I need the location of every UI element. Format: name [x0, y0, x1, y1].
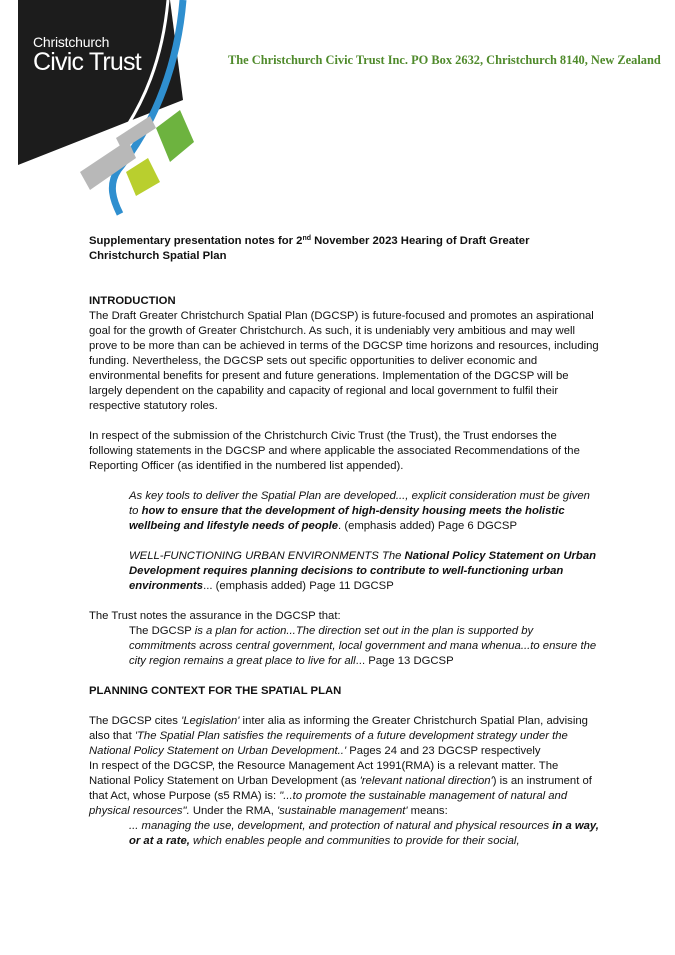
trust-notes-label: The Trust notes the assurance in the DGCSP that:: [89, 610, 341, 622]
header-address: The Christchurch Civic Trust Inc. PO Box 2632, Christchurch 8140, New Zealand: [228, 53, 661, 67]
quote-1: As key tools to deliver the Spatial Plan are developed..., explicit consideration must be given to how to ensure that the development of high-density housing meets the holistic wellbeing and lifestyle needs of people. (emphasis added) Page 6 DGCSP: [129, 490, 590, 532]
rma-quote: ... managing the use, development, and protection of natural and physical resources in a way, or at a rate, which enables people and communities to provide for their social,: [129, 820, 599, 847]
logo-graphic: [18, 0, 198, 220]
planning-context-heading: PLANNING CONTEXT FOR THE SPATIAL PLAN: [89, 685, 342, 697]
introduction-heading: INTRODUCTION: [89, 295, 176, 307]
planning-paragraph-1: The DGCSP cites 'Legislation' inter alia as informing the Greater Christchurch Spatial Plan, advising also that 'The Spatial Plan satisfies the requirements of a future development strategy under the National Policy Statement on Urban Development..' Pages 24 and 23 DGCSP respectively: [89, 715, 588, 757]
logo-text-line1: Christchurch: [33, 34, 110, 50]
quote-3: The DGCSP is a plan for action...The direction set out in the plan is supported by commitments across central government, local government and mana whenua...to ensure the city region remains a great place to live for all... Page 13 DGCSP: [129, 625, 597, 667]
introduction-paragraph-2: In respect of the submission of the Christchurch Civic Trust (the Trust), the Trust endorses the following statements in the DGCSP and where applicable the associated Recommendations of the Reporting Officer (as identified in the numbered list appended).: [89, 430, 580, 472]
document-title: Supplementary presentation notes for 2nd November 2023 Hearing of Draft Greater Christchurch Spatial Plan: [89, 235, 530, 262]
introduction-paragraph-1: The Draft Greater Christchurch Spatial Plan (DGCSP) is future-focused and promotes an aspirational goal for the growth of Greater Christchurch. As such, it is undeniably very ambitious and may well prove to be more than can be achieved in terms of the DGCSP time horizons and resources, including funding. Nevertheless, the DGCSP sets out specific opportunities to deliver economic and environmental benefits for present and future generations. Implementation of the DGCSP will be largely dependent on the capability and capacity of regional and local government to fulfil their respective statutory roles.: [89, 310, 599, 412]
logo-text-line2: Civic Trust: [33, 48, 141, 76]
planning-paragraph-2: In respect of the DGCSP, the Resource Management Act 1991(RMA) is a relevant matter. The National Policy Statement on Urban Development (as 'relevant national direction') is an instrument of that Act, whose Purpose (s5 RMA) is: "...to promote the sustainable management of natural and physical resources". Under the RMA, 'sustainable management' means:: [89, 760, 592, 817]
civic-trust-logo: [18, 0, 198, 220]
document-body: [89, 234, 601, 849]
quote-2: WELL-FUNCTIONING URBAN ENVIRONMENTS The National Policy Statement on Urban Development requires planning decisions to contribute to well-functioning urban environments... (emphasis added) Page 11 DGCSP: [129, 550, 596, 592]
